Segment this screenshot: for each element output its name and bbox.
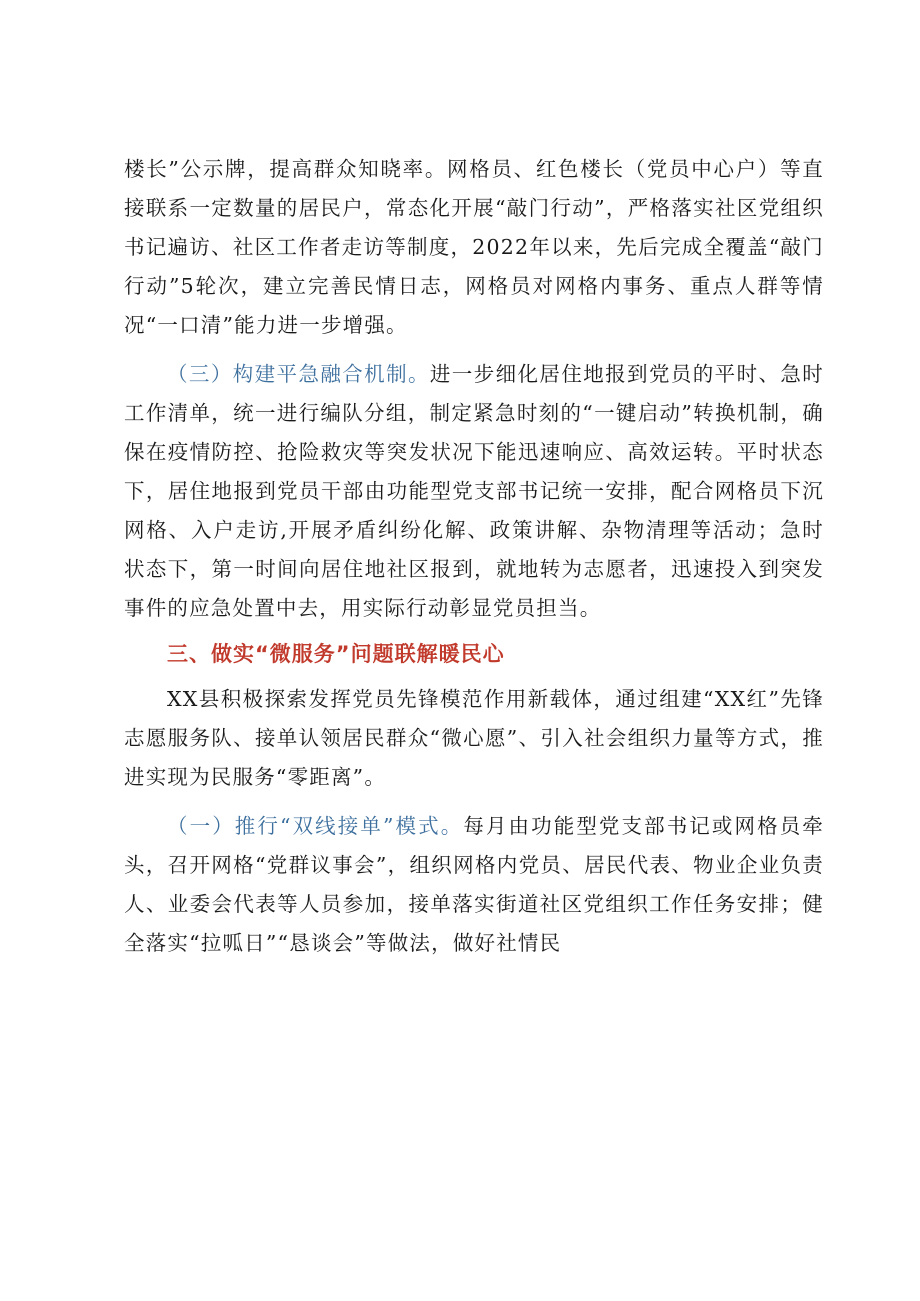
paragraph-text: 楼长”公示牌，提高群众知晓率。网格员、红色楼长（党员中心户）等直接联系一定数量的居民户，常态化开展“敲门行动”，严格落实社区党组织书记遍访、社区工作者走访等制度，2022年以来，先后完成全覆盖“敲门行动”5轮次，建立完善民情日志，网格员对网格内事务、重点人群等情况“一口清”能力进一步增强。	[124, 157, 824, 337]
paragraph-text: 进一步细化居住地报到党员的平时、急时工作清单，统一进行编队分组，制定紧急时刻的“一键启动”转换机制，确保在疫情防控、抢险救灾等突发状况下能迅速响应、高效运转。平时状态下，居住地报到党员干部由功能型党支部书记统一安排，配合网格员下沉网格、入户走访,开展矛盾纠纷化解、政策讲解、杂物清理等活动；急时状态下，第一时间向居住地社区报到，就地转为志愿者，迅速投入到突发事件的应急处置中去，用实际行动彰显党员担当。	[124, 362, 824, 620]
paragraph-section-intro	[124, 680, 824, 797]
paragraph-dual-line-orders	[124, 807, 824, 963]
paragraph-text: XX县积极探索发挥党员先锋模范作用新载体，通过组建“XX红”先锋志愿服务队、接单认领居民群众“微心愿”、引入社会组织力量等方式，推进实现为民服务“零距离”。	[124, 687, 824, 789]
subheading-emergency-mechanism: （三）构建平急融合机制。	[167, 362, 430, 386]
paragraph-gap	[124, 345, 824, 355]
paragraph-knock-door-action	[124, 150, 824, 345]
paragraph-gap	[124, 797, 824, 807]
document-page	[124, 150, 824, 963]
subheading-dual-line-orders: （一）推行“双线接单”模式。	[167, 814, 464, 838]
section-heading-micro-service: 三、做实“微服务”问题联解暖民心	[167, 642, 505, 666]
paragraph-text: 每月由功能型党支部书记或网格员牵头，召开网格“党群议事会”，组织网格内党员、居民代表、物业企业负责人、业委会代表等人员参加，接单落实街道社区党组织工作任务安排；健全落实“拉呱日”“恳谈会”等做法，做好社情民	[124, 814, 824, 955]
paragraph-emergency-mechanism	[124, 355, 824, 628]
